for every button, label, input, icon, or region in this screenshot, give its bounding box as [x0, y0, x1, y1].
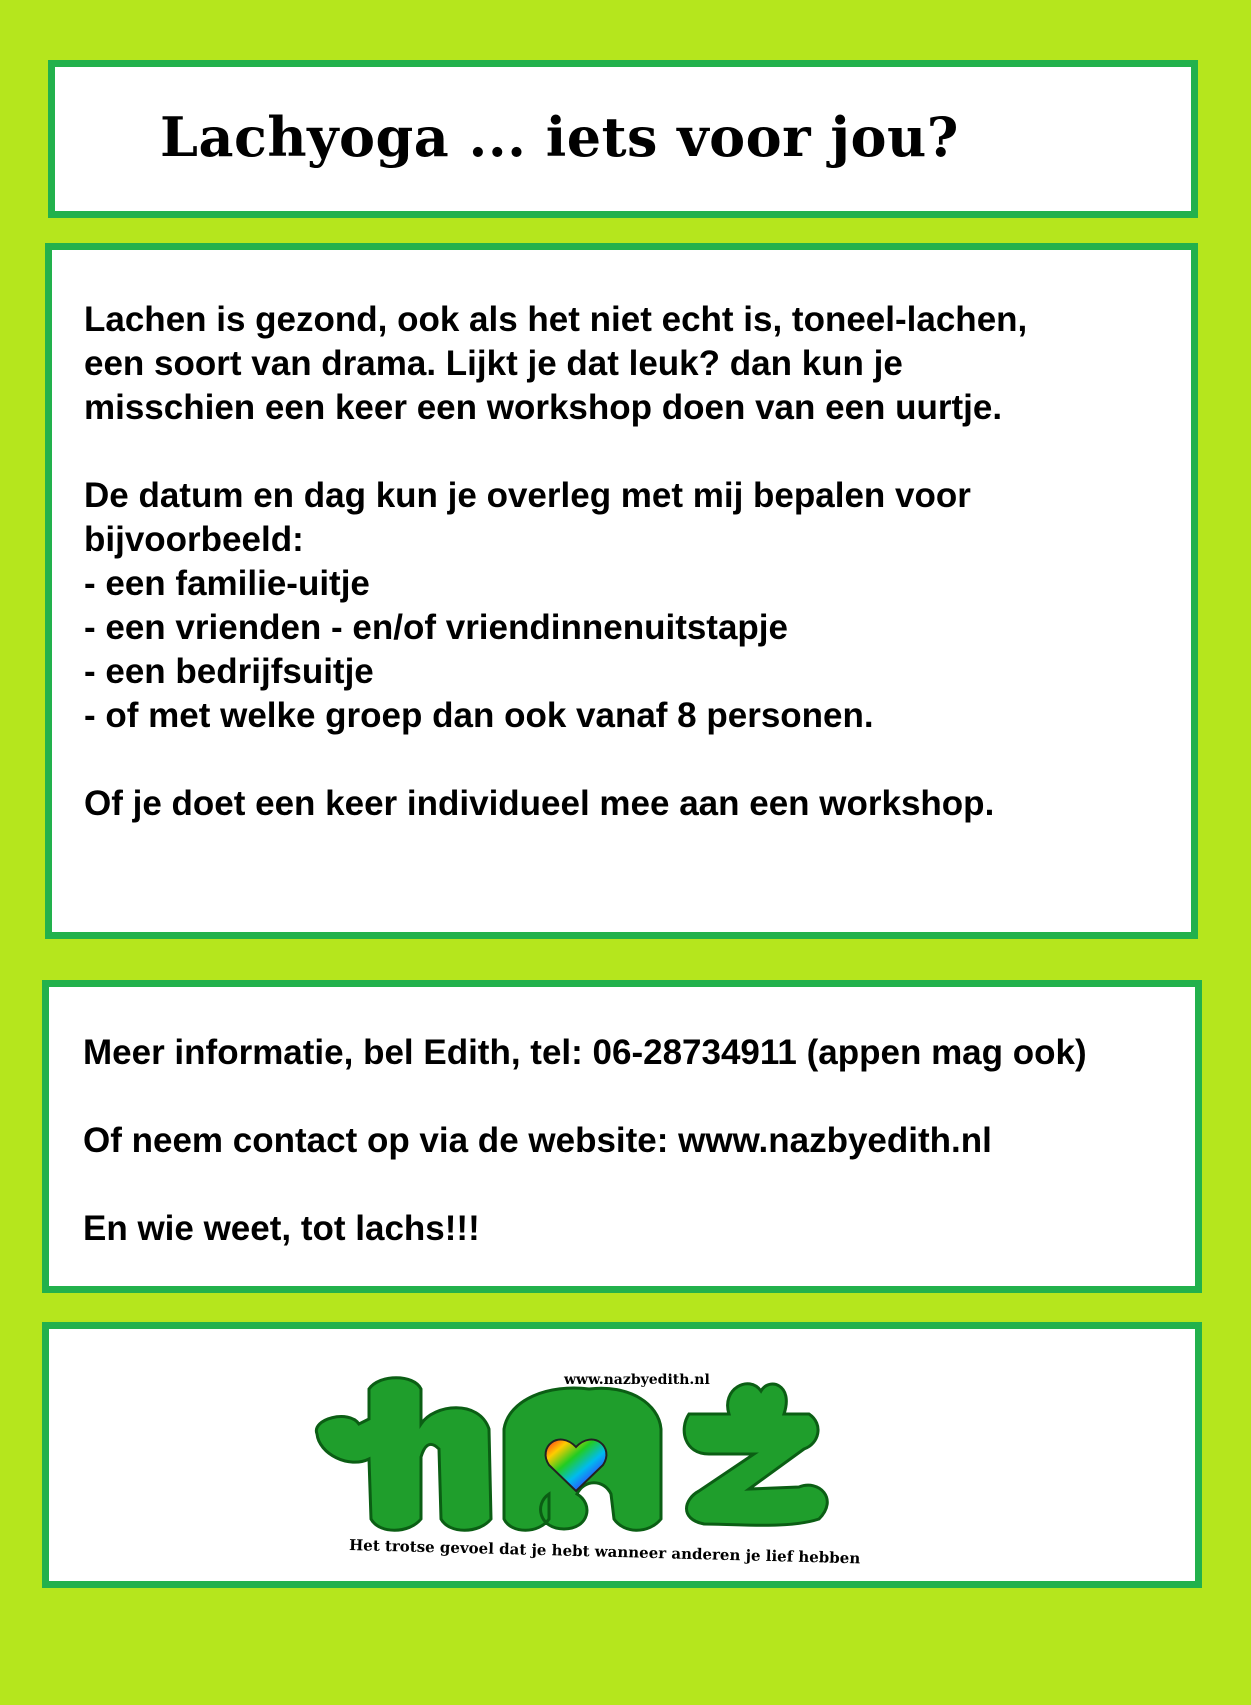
contact-phone-line: Meer informatie, bel Edith, tel: 06-28734911 (appen mag ook): [83, 1033, 1087, 1072]
contact-box: [42, 980, 1202, 1293]
naz-logo: [49, 1329, 1195, 1581]
description-line: misschien een keer een workshop doen van een uurtje.: [84, 388, 1003, 427]
page-title: Lachyoga ... iets voor jou?: [160, 105, 959, 169]
description-box: [45, 243, 1198, 939]
description-line: [84, 738, 1027, 782]
description-line: Of je doet een keer individueel mee aan een workshop.: [84, 784, 995, 823]
logo-box: [42, 1322, 1202, 1588]
list-item: - een bedrijfsuitje: [84, 652, 374, 691]
logo-letter-n: [316, 1378, 491, 1531]
description-line: bijvoorbeeld:: [84, 520, 304, 559]
spacer-line: [83, 1163, 1087, 1207]
title-box: [48, 60, 1198, 218]
closing-line: En wie weet, tot lachs!!!: [83, 1209, 480, 1248]
logo-letter-z: [684, 1384, 827, 1526]
description-line: [84, 430, 1027, 474]
list-item: - of met welke groep dan ook vanaf 8 personen.: [84, 696, 874, 735]
contact-website-line: Of neem contact op via de website: www.nazbyedith.nl: [83, 1121, 992, 1160]
logo-url: www.nazbyedith.nl: [564, 1372, 710, 1388]
description-line: Lachen is gezond, ook als het niet echt is, toneel-lachen,: [84, 300, 1028, 339]
logo-tagline: Het trotse gevoel dat je hebt wanneer anderen je lief hebben: [348, 1536, 861, 1568]
contact-text: [83, 1031, 1087, 1251]
list-item: - een familie-uitje: [84, 564, 370, 603]
description-line: De datum en dag kun je overleg met mij bepalen voor: [84, 476, 971, 515]
spacer-line: [83, 1075, 1087, 1119]
list-item: - een vrienden - en/of vriendinnenuitstapje: [84, 608, 788, 647]
description-line: een soort van drama. Lijkt je dat leuk? dan kun je: [84, 344, 903, 383]
description-text: [84, 298, 1027, 826]
